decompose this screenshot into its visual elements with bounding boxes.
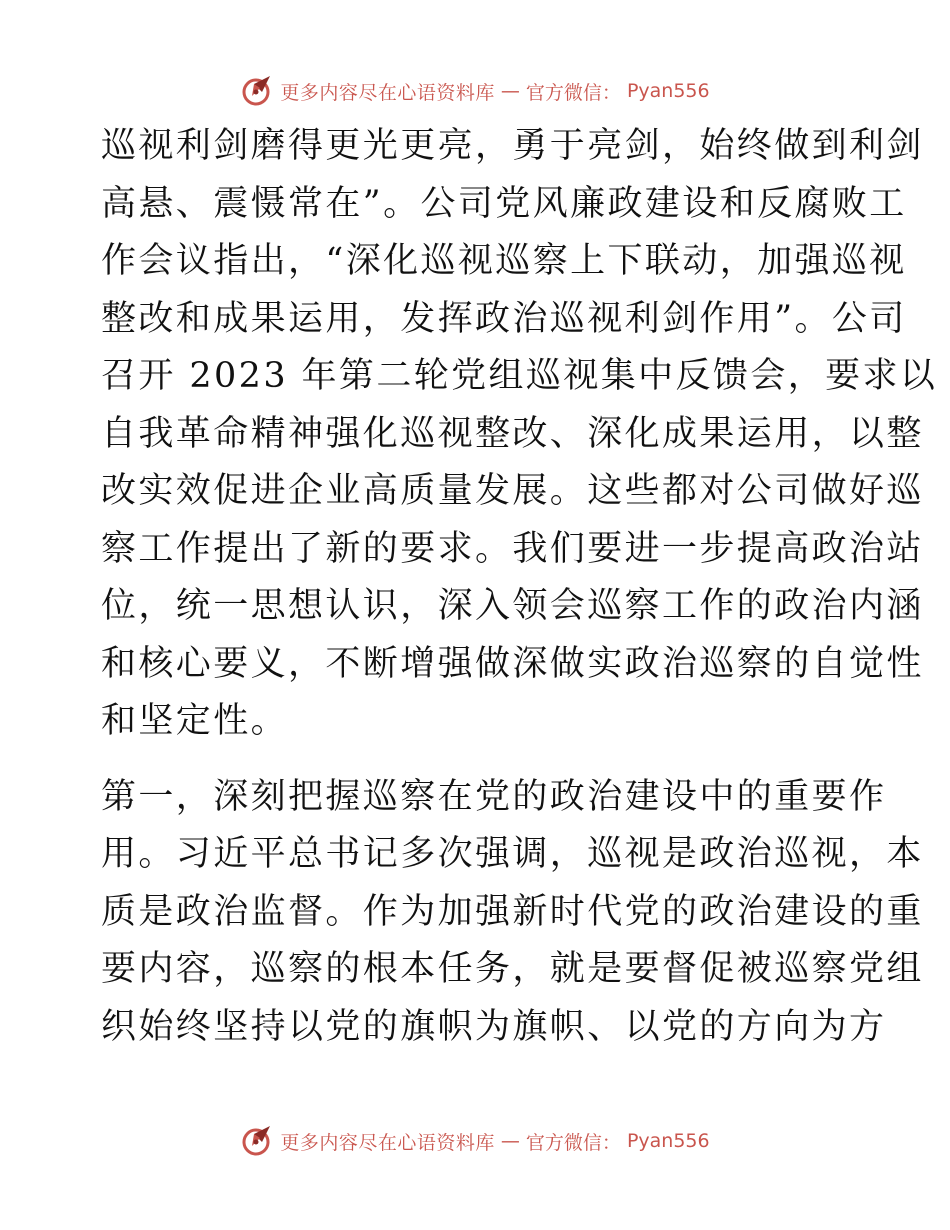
pen-nib-circle-logo-icon (240, 74, 274, 108)
text-line: 自我革命精神强化巡视整改、深化成果运用，以整 (101, 413, 924, 454)
text-line: 和坚定性。 (101, 701, 289, 741)
text-line: 第一，深刻把握巡察在党的政治建设中的重要作 (101, 776, 887, 817)
text-line: 质是政治监督。作为加强新时代党的政治建设的重 (101, 891, 924, 932)
text-line: 高悬、震慑常在”。公司党风廉政建设和反腐败工 (101, 183, 907, 224)
header-watermark (0, 74, 950, 108)
text-line: 作会议指出，“深化巡视巡察上下联动，加强巡视 (101, 241, 907, 281)
watermark-wechat-id: Pyan556 (626, 1130, 710, 1152)
pen-nib-circle-logo-icon (240, 1124, 274, 1158)
watermark-official-label: 官方微信： (525, 1131, 621, 1154)
watermark-site-text: 更多内容尽在心语资料库 (280, 1131, 495, 1154)
text-line: 整改和成果运用，发挥政治巡视利剑作用”。公司 (101, 298, 907, 339)
paragraph-1 (101, 118, 938, 751)
text-line: 位，统一思想认识，深入领会巡察工作的政治内涵 (101, 586, 924, 626)
text-line: 召开 2023 年第二轮党组巡视集中反馈会，要求以 (101, 356, 938, 396)
text-line: 改实效促进企业高质量发展。这些都对公司做好巡 (101, 471, 924, 511)
watermark-wechat-id: Pyan556 (626, 80, 710, 102)
text-line: 和核心要义，不断增强做深做实政治巡察的自觉性 (101, 643, 924, 684)
watermark-dash: — (500, 80, 520, 102)
text-line: 察工作提出了新的要求。我们要进一步提高政治站 (101, 528, 924, 569)
text-line: 织始终坚持以党的旗帜为旗帜、以党的方向为方 (101, 1006, 887, 1047)
text-line: 要内容，巡察的根本任务，就是要督促被巡察党组 (101, 949, 924, 989)
paragraph-2 (101, 769, 924, 1057)
watermark-site-text: 更多内容尽在心语资料库 (280, 81, 495, 104)
watermark-official-label: 官方微信： (525, 81, 621, 104)
watermark-dash: — (500, 1130, 520, 1152)
document-body (101, 118, 938, 1056)
paragraph-spacer (101, 751, 861, 769)
text-line: 巡视利剑磨得更光更亮，勇于亮剑，始终做到利剑 (101, 126, 924, 166)
footer-watermark (0, 1124, 950, 1158)
text-line: 用。习近平总书记多次强调，巡视是政治巡视，本 (101, 834, 924, 874)
